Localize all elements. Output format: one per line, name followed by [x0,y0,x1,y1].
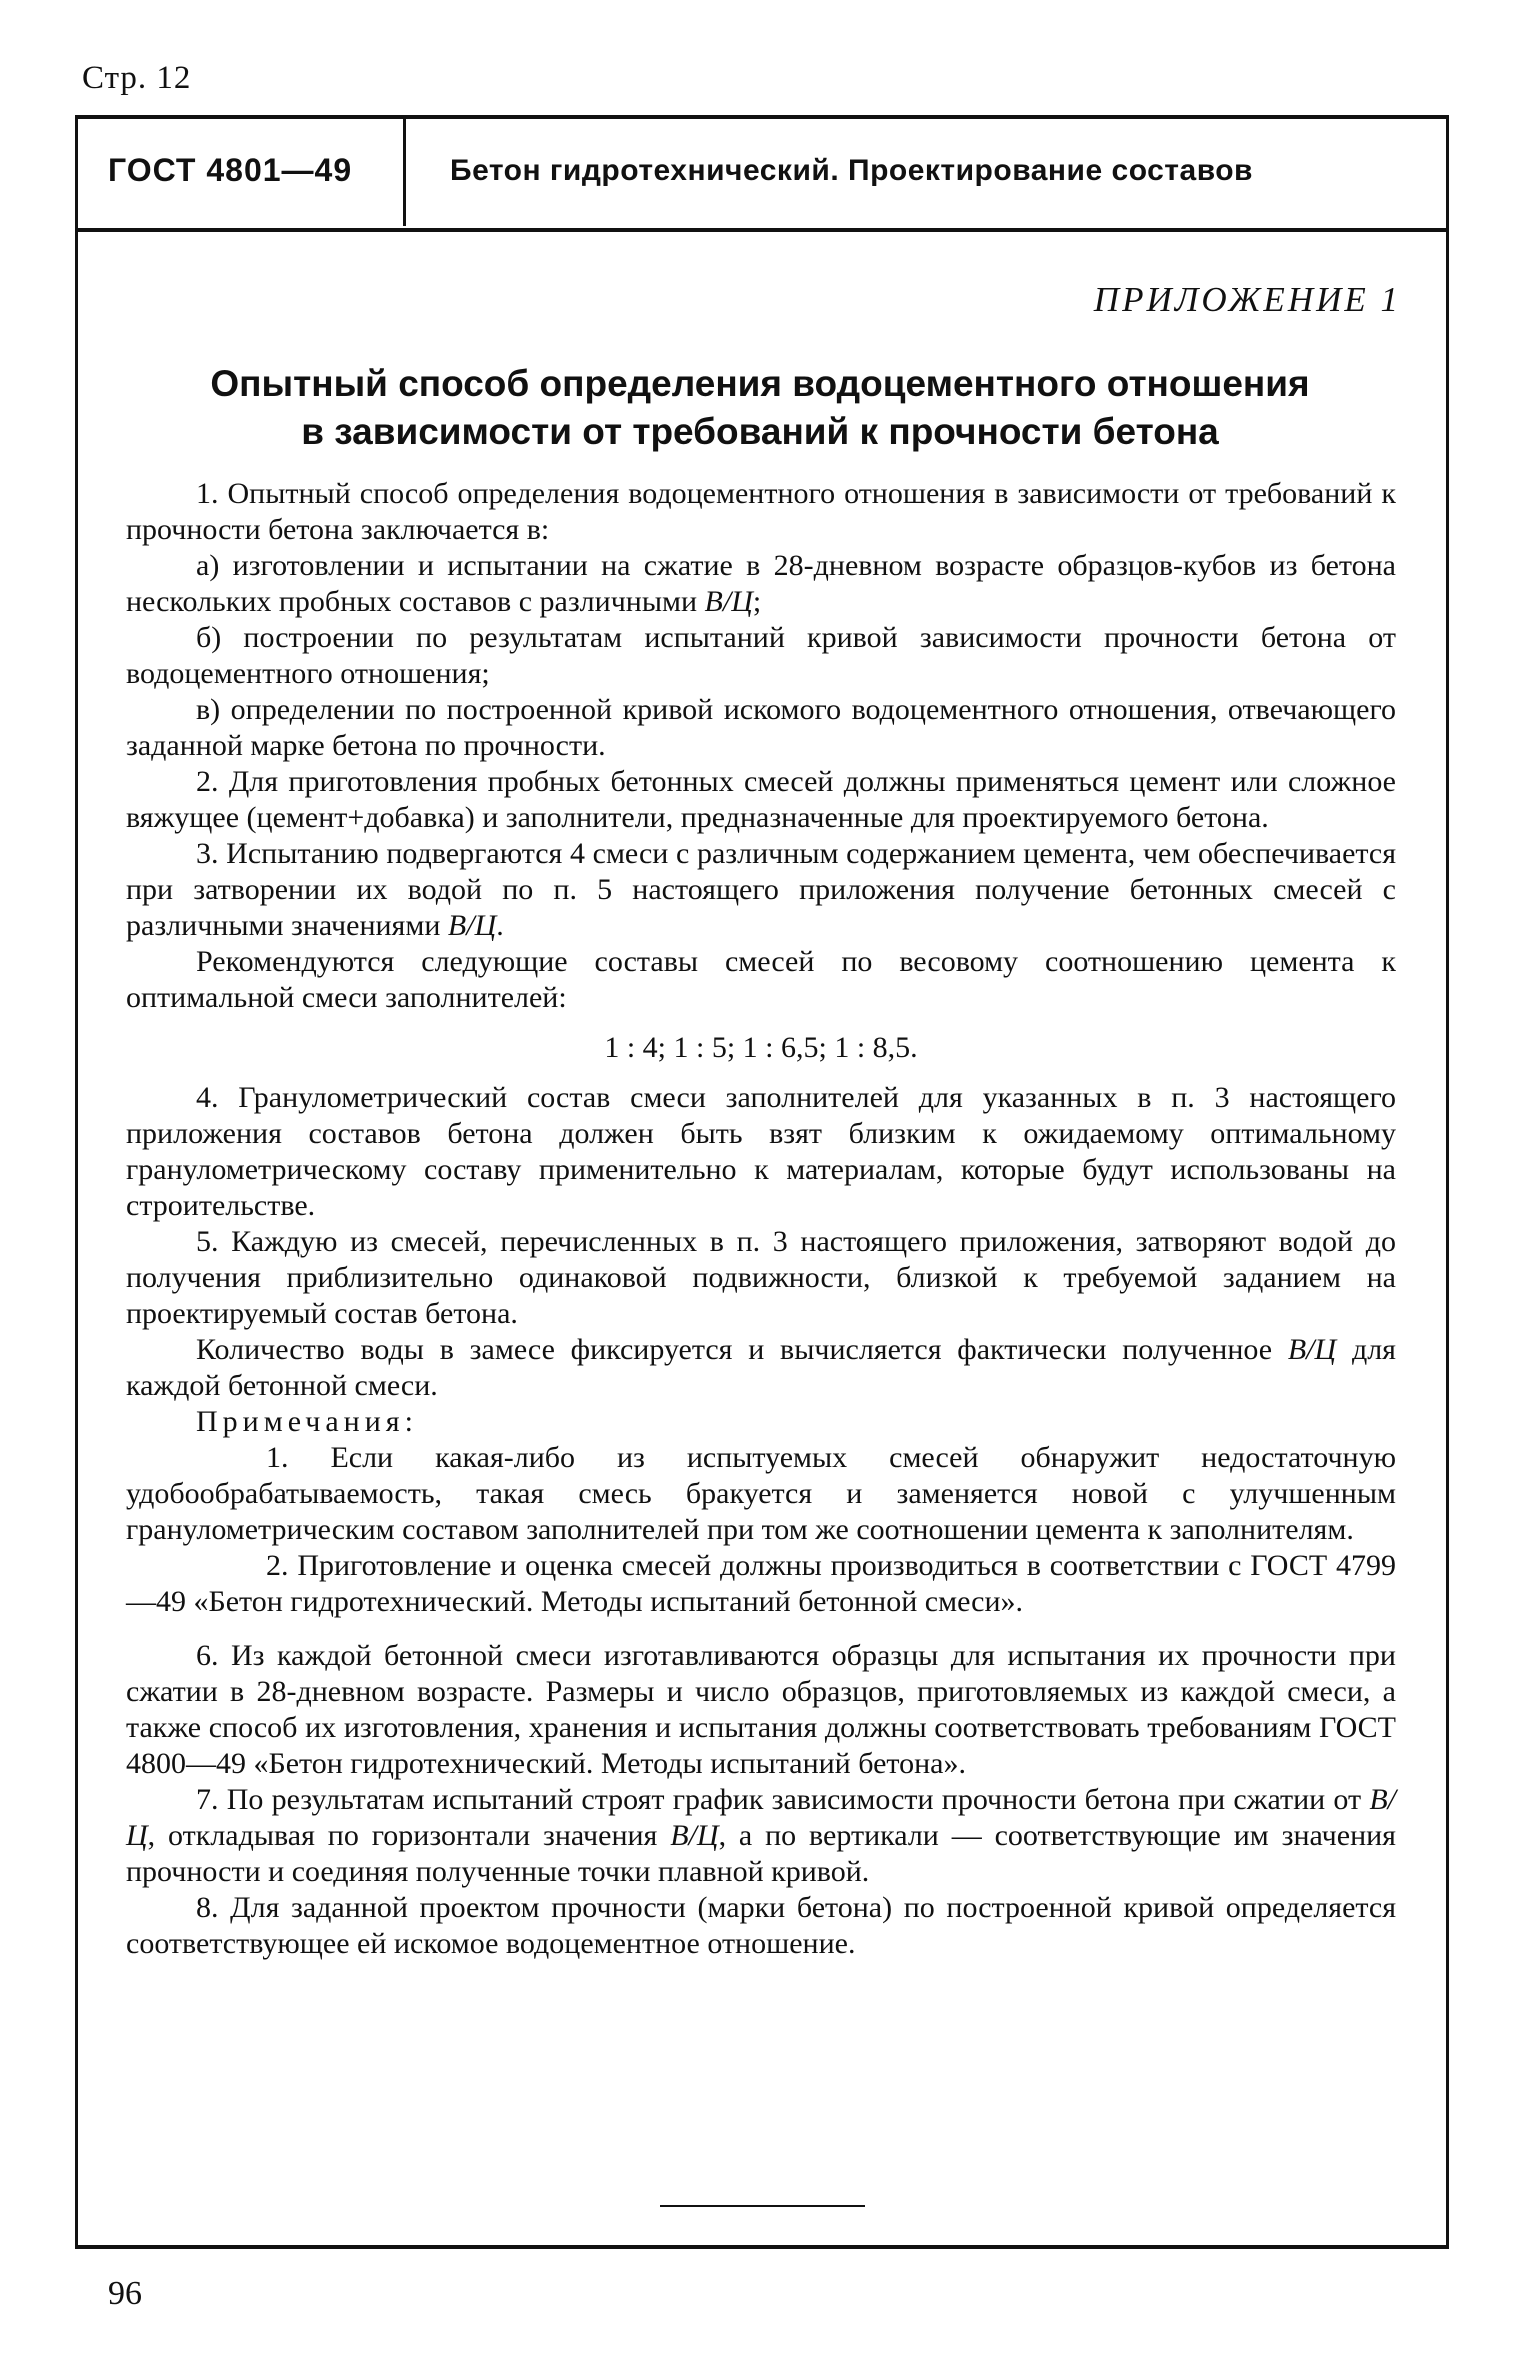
paragraph-2: 2. Для приготовления пробных бетонных смесей должны применяться цемент или сложное вяжущее (цемент+добавка) и заполнители, предназначенные для проектируемого бетона. [126,765,1396,834]
paragraph-1b: б) построении по результатам испытаний кривой зависимости прочности бетона от водоцементного отношения; [126,621,1396,690]
paragraph-7-text-a: 7. По результатам испытаний строят график зависимости прочности бетона при сжатии от [196,1783,1370,1816]
heading-line-1: Опытный способ определения водоцементного отношения [210,363,1310,404]
wc-ratio-symbol: В/Ц [670,1819,719,1852]
paragraph-6: 6. Из каждой бетонной смеси изготавливаются образцы для испытания их прочности при сжатии в 28-дневном возрасте. Размеры и число образцов, приготовляемых из каждой смеси, а также способ их изготовления, хранения и испытания должны соответствовать требованиям ГОСТ 4800—49 «Бетон гидротехнический. Методы испытаний бетона». [126,1639,1396,1780]
paragraph-1: 1. Опытный способ определения водоцементного отношения в зависимости от требований к прочности бетона заключается в: [126,477,1396,546]
paragraph-1a-text: а) изготовлении и испытании на сжатие в 28-дневном возрасте образцов-кубов из бетона нескольких пробных составов с различными [126,549,1396,618]
frame-bottom-rule [75,2245,1449,2249]
paragraph-7 [126,1782,1396,1890]
folio-number: 96 [108,2275,142,2312]
mix-ratios: 1 : 4; 1 : 5; 1 : 6,5; 1 : 8,5. [604,1031,918,1064]
wc-ratio-symbol: В/Ц [1287,1333,1337,1366]
notes-label: Примечания: [196,1405,418,1438]
heading-line-2: в зависимости от требований к прочности бетона [301,411,1219,452]
paragraph-4: 4. Гранулометрический состав смеси заполнителей для указанных в п. 3 настоящего приложения составов бетона должен быть взят близким к ожидаемому оптимальному гранулометрическому составу применительно к материалам, которые будут использованы на строительстве. [126,1081,1396,1222]
body-text [126,476,1396,1962]
standard-code: ГОСТ 4801—49 [108,152,353,188]
appendix-label: ПРИЛОЖЕНИЕ 1 [1093,280,1401,319]
header-top-rule [75,115,1449,119]
header-divider [403,119,406,226]
paragraph-1a [126,548,1396,620]
paragraph-5b [126,1332,1396,1404]
paragraph-7-text-c: , а по вертикали — соответствующие им значения прочности и соединяя полученные точки плавной кривой. [126,1819,1396,1888]
note-2: 2. Приготовление и оценка смесей должны производиться в соответствии с ГОСТ 4799—49 «Бетон гидротехнический. Методы испытаний бетонной смеси». [126,1549,1396,1618]
paragraph-1a-tail: ; [752,585,762,618]
paragraph-7-text-b: , откладывая по горизонтали значения [147,1819,671,1852]
wc-ratio-symbol: В/Ц [704,585,753,618]
paragraph-3 [126,836,1396,944]
paragraph-3-tail: . [496,909,504,942]
page-label: Стр. 12 [82,60,192,96]
note-1: 1. Если какая-либо из испытуемых смесей обнаружит недостаточную удобообрабатываемость, такая смесь бракуется и заменяется новой с улучшенным гранулометрическим составом заполнителей при том же соотношении цемента к заполнителям. [126,1441,1396,1546]
header-bottom-rule [75,228,1449,232]
standard-title: Бетон гидротехнический. Проектирование составов [450,154,1254,187]
paragraph-3-text: 3. Испытанию подвергаются 4 смеси с различным содержанием цемента, чем обеспечивается при затворении их водой по п. 5 настоящего приложения получение бетонных смесей с различными значениями [126,837,1396,942]
section-heading [110,360,1410,456]
paragraph-5: 5. Каждую из смесей, перечисленных в п. 3 настоящего приложения, затворяют водой до получения приблизительно одинаковой подвижности, близкой к требуемой заданием на проектируемый состав бетона. [126,1225,1396,1330]
paragraph-3b: Рекомендуются следующие составы смесей по весовому соотношению цемента к оптимальной смеси заполнителей: [126,945,1396,1014]
paragraph-5b-tail: для каждой бетонной смеси. [126,1333,1396,1402]
end-of-text-rule [660,2205,865,2207]
paragraph-5b-text: Количество воды в замесе фиксируется и вычисляется фактически полученное [196,1333,1288,1366]
wc-ratio-symbol: В/Ц [447,909,497,942]
paragraph-1c: в) определении по построенной кривой искомого водоцементного отношения, отвечающего заданной марке бетона по прочности. [126,693,1396,762]
wc-ratio-symbol: В/Ц [126,1783,1396,1852]
paragraph-8: 8. Для заданной проектом прочности (марки бетона) по построенной кривой определяется соответствующее ей искомое водоцементное отношение. [126,1891,1396,1960]
